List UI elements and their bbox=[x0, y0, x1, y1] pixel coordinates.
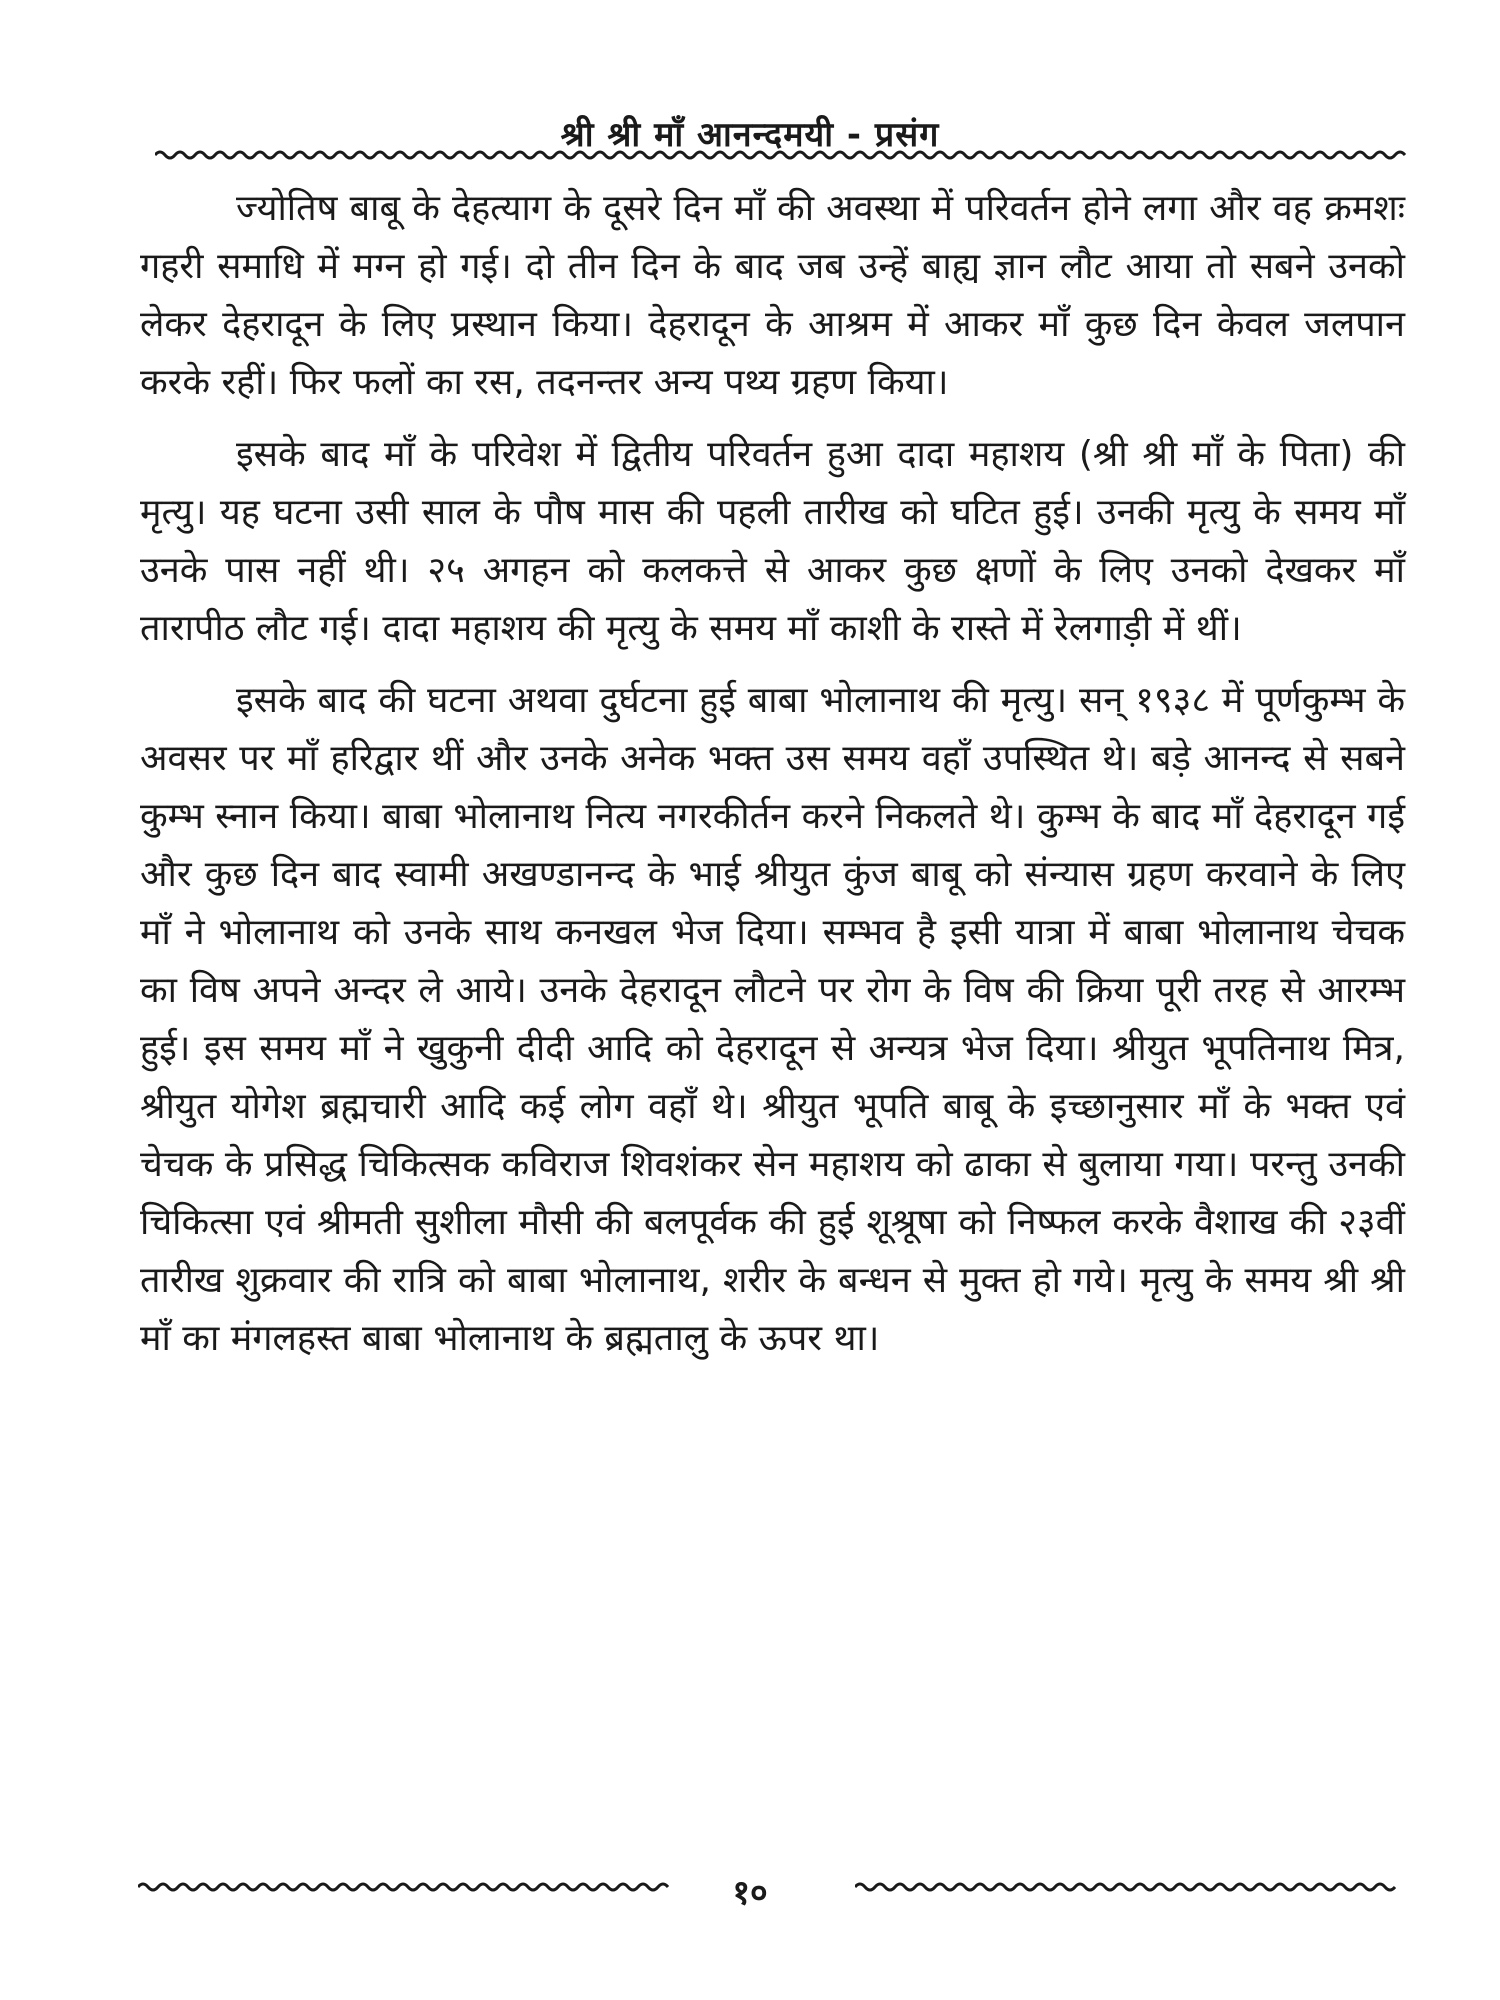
paragraph-2: इसके बाद माँ के परिवेश में द्वितीय परिवर्तन हुआ दादा महाशय (श्री श्री माँ के पिता) की मृत्यु। यह घटना उसी साल के पौष मास की पहली तारीख को घटित हुई। उनकी मृत्यु के समय माँ उनके पास नहीं थी। २५ अगहन को कलकत्ते से आकर कुछ क्षणों के लिए उनको देखकर माँ तारापीठ लौट गई। दादा महाशय की मृत्यु के समय माँ काशी के रास्ते में रेलगाड़ी में थीं। bbox=[140, 434, 1405, 649]
body-text bbox=[140, 180, 1405, 1382]
paragraph-3: इसके बाद की घटना अथवा दुर्घटना हुई बाबा भोलानाथ की मृत्यु। सन् १९३८ में पूर्णकुम्भ के अवसर पर माँ हरिद्वार थीं और उनके अनेक भक्त उस समय वहाँ उपस्थित थे। बड़े आनन्द से सबने कुम्भ स्नान किया। बाबा भोलानाथ नित्य नगरकीर्तन करने निकलते थे। कुम्भ के बाद माँ देहरादून गई और कुछ दिन बाद स्वामी अखण्डानन्द के भाई श्रीयुत कुंज बाबू को संन्यास ग्रहण करवाने के लिए माँ ने भोलानाथ को उनके साथ कनखल भेज दिया। सम्भव है इसी यात्रा में बाबा भोलानाथ चेचक का विष अपने अन्दर ले आये। उनके देहरादून लौटने पर रोग के विष की क्रिया पूरी तरह से आरम्भ हुई। इस समय माँ ने खुकुनी दीदी आदि को देहरादून से अन्यत्र भेज दिया। श्रीयुत भूपतिनाथ मित्र, श्रीयुत योगेश ब्रह्मचारी आदि कई लोग वहाँ थे। श्रीयुत भूपति बाबू के इच्छानुसार माँ के भक्त एवं चेचक के प्रसिद्ध चिकित्सक कविराज शिवशंकर सेन महाशय को ढाका से बुलाया गया। परन्तु उनकी चिकित्सा एवं श्रीमती सुशीला मौसी की बलपूर्वक की हुई शूश्रूषा को निष्फल करके वैशाख की २३वीं तारीख शुक्रवार की रात्रि को बाबा भोलानाथ, शरीर के बन्धन से मुक्त हो गये। मृत्यु के समय श्री श्री माँ का मंगलहस्त बाबा भोलानाथ के ब्रह्मतालु के ऊपर था। bbox=[140, 680, 1405, 1359]
page-number: १० bbox=[732, 1873, 768, 1913]
paragraph-1: ज्योतिष बाबू के देहत्याग के दूसरे दिन माँ की अवस्था में परिवर्तन होने लगा और वह क्रमशः गहरी समाधि में मग्न हो गई। दो तीन दिन के बाद जब उन्हें बाह्य ज्ञान लौट आया तो सबने उनको लेकर देहरादून के लिए प्रस्थान किया। देहरादून के आश्रम में आकर माँ कुछ दिन केवल जलपान करके रहीं। फिर फलों का रस, तदनन्तर अन्य पथ्य ग्रहण किया। bbox=[140, 188, 1405, 403]
header-wavy-rule bbox=[155, 148, 1410, 162]
footer-wavy-rule-left bbox=[138, 1880, 673, 1894]
page-footer bbox=[0, 1868, 1500, 1913]
page-header-title: श्री श्री माँ आनन्दमयी - प्रसंग bbox=[560, 115, 940, 155]
footer-wavy-rule-right bbox=[855, 1880, 1400, 1894]
